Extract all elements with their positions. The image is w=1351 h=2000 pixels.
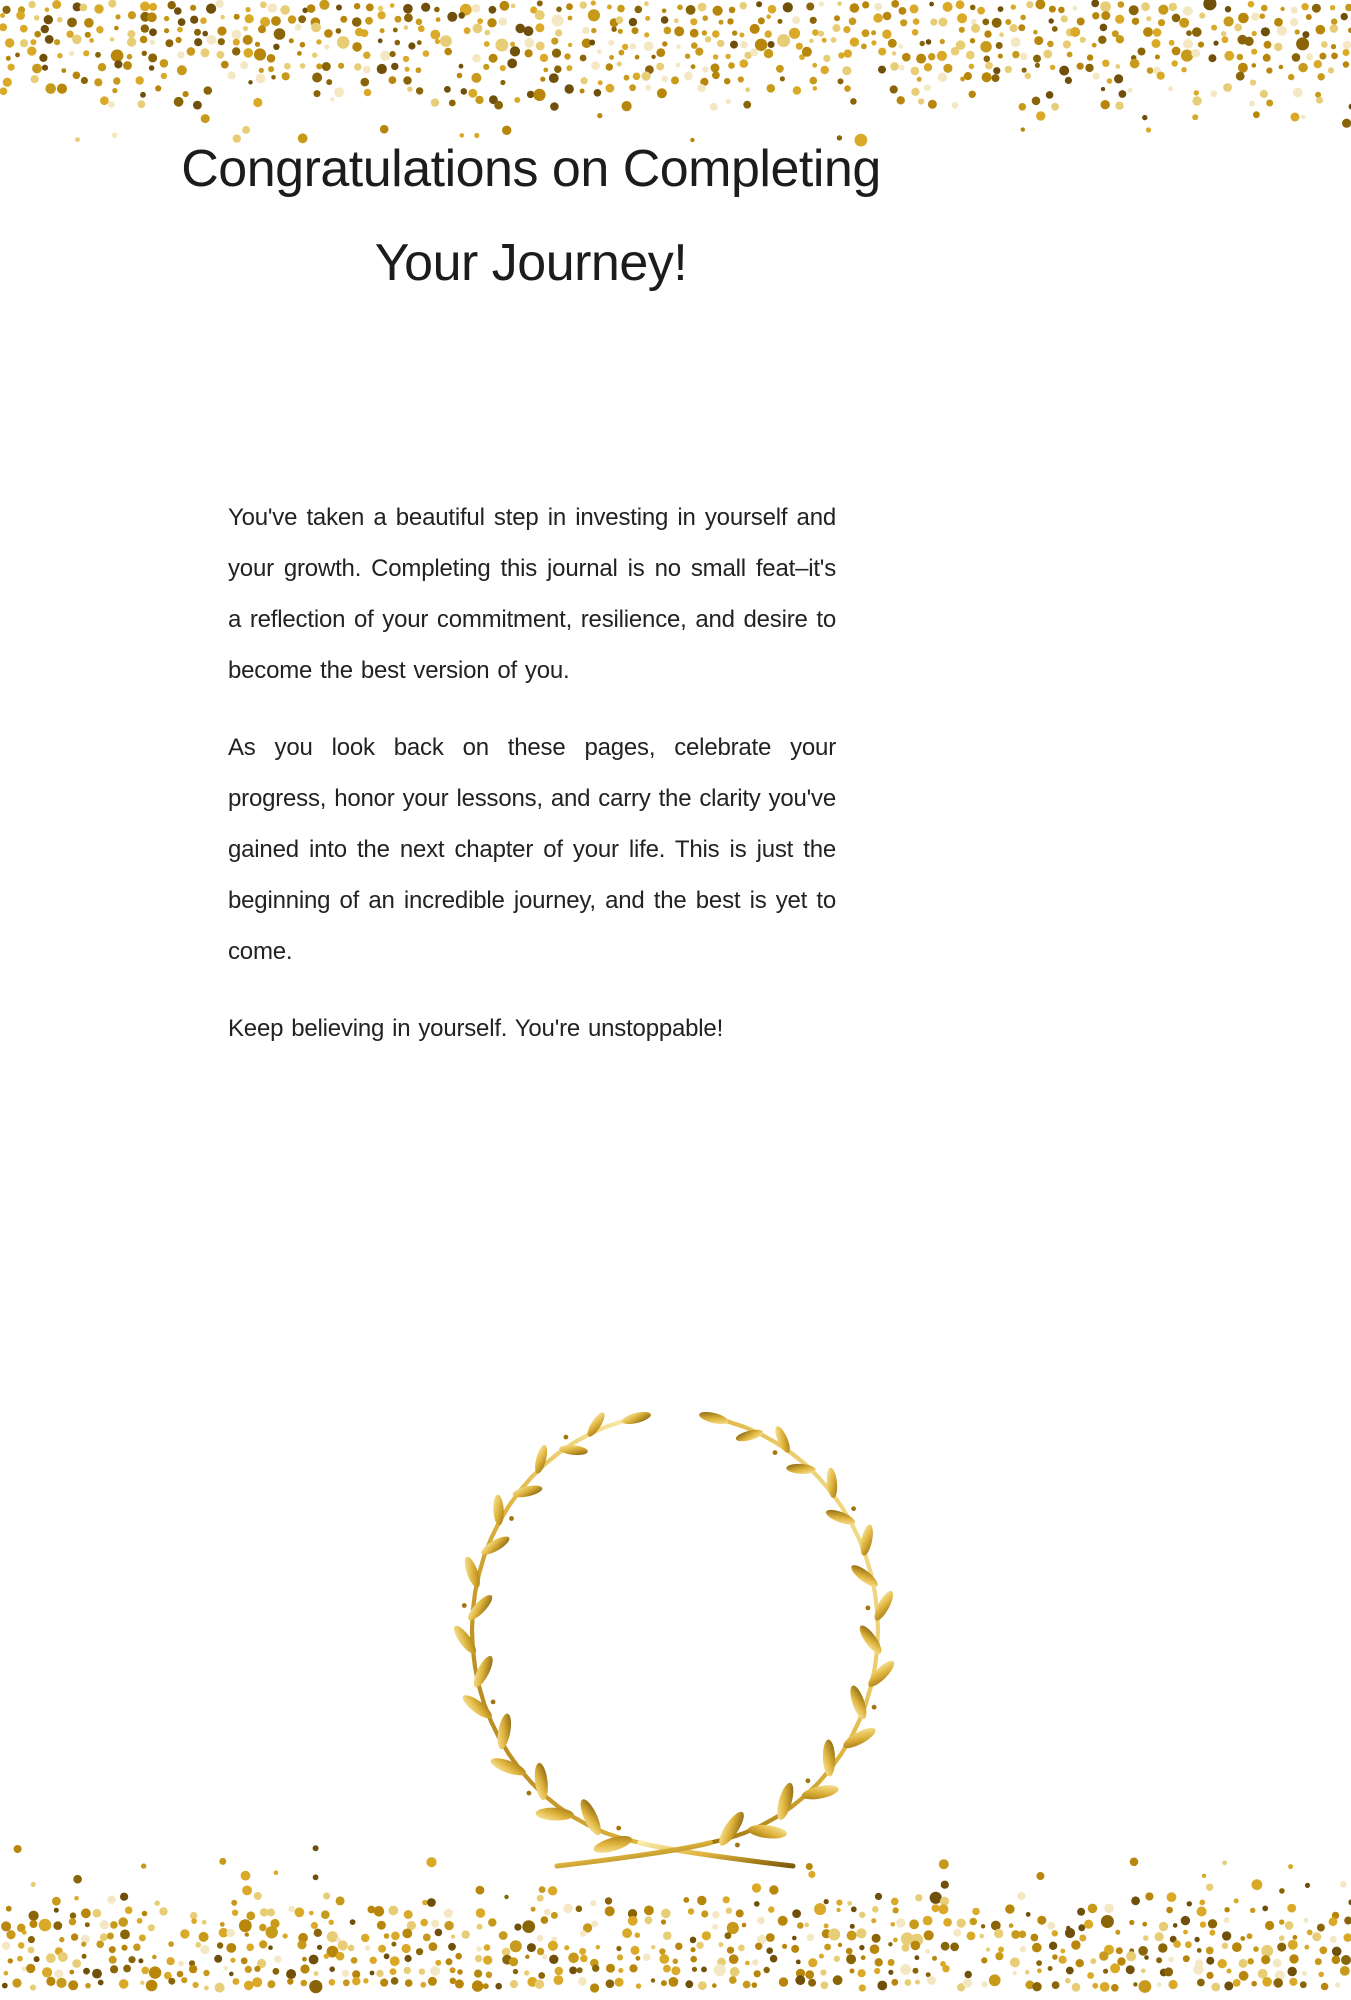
confetti-bottom-decoration xyxy=(0,1845,1351,2000)
page-title-line-2: Your Journey! xyxy=(374,234,688,292)
paragraph-closing: Keep believing in yourself. You're unstoppable! xyxy=(228,1015,724,1042)
gold-laurel-wreath-icon xyxy=(415,1388,935,1888)
page-title-line-1: Congratulations on Completing xyxy=(181,140,881,198)
paragraph-intro: You've taken a beautiful step in investing in yourself and your growth. Completing this journal is no small feat–it's a reflection of your commitment, resilience, and desire to become the best version of you. xyxy=(228,504,836,684)
congratulations-message xyxy=(228,492,836,1054)
page-title xyxy=(0,122,1062,310)
paragraph-reflection: As you look back on these pages, celebrate your progress, honor your lessons, and carry the clarity you've gained into the next chapter of your life. This is just the beginning of an incredible journey, and the best is yet to come. xyxy=(228,734,836,965)
